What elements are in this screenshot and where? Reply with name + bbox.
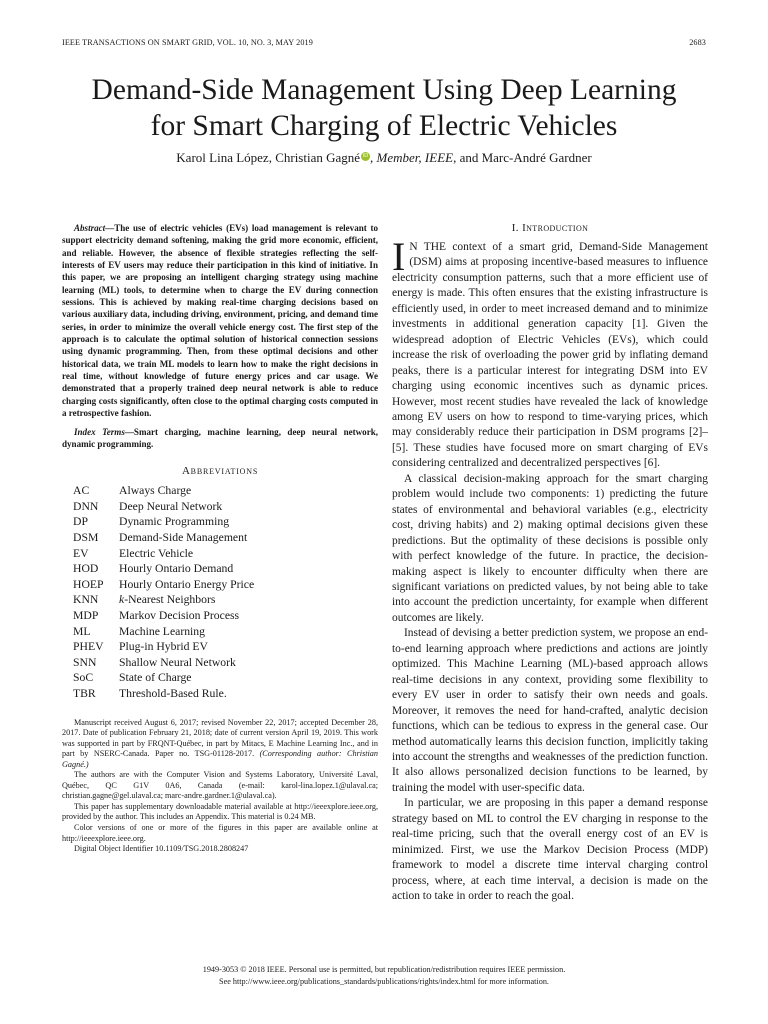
abbr-full: k-Nearest Neighbors	[119, 593, 216, 607]
author-sep: ,	[370, 150, 377, 165]
abbreviation-row	[73, 514, 378, 530]
abbreviation-row	[73, 608, 378, 624]
abbreviation-row	[73, 639, 378, 655]
abbr-full: State of Charge	[119, 671, 192, 685]
drop-cap: I	[392, 234, 406, 279]
abbreviation-row	[73, 686, 378, 702]
introduction-body	[392, 234, 708, 904]
abbr-full: Demand-Side Management	[119, 530, 248, 544]
intro-paragraph: A classical decision-making approach for the smart charging problem would include two components: 1) predicting the future states of environmental and behavioral variables (e.g., electricity cost, driving habits) and 2) making optimal decisions given these predictions. But the optimality of these decisions is possible only with perfect knowledge of the future. In practice, the decision-making aspect is likely to encounter difficulty when there are significant variations on predicted values, by not being able to take into account the prediction uncertainty, for example when different outcomes are likely.	[392, 472, 708, 624]
abbr-full: Hourly Ontario Energy Price	[119, 577, 255, 591]
index-terms-lead: Index Terms	[74, 426, 125, 437]
section-number: I.	[511, 222, 523, 234]
abbr: HOD	[73, 562, 99, 576]
abbr-full: Hourly Ontario Demand	[119, 562, 234, 576]
footnote-doi: Digital Object Identifier 10.1109/TSG.2018.2808247	[74, 844, 249, 854]
abbreviation-row	[73, 561, 378, 577]
section-title: Introduction	[522, 222, 589, 234]
footnote-color: Color versions of one or more of the figures in this paper are available online at http://ieeexplore.ieee.org.	[62, 822, 378, 843]
index-terms	[62, 426, 378, 451]
paper-title	[40, 72, 728, 144]
index-terms-text: —Smart charging, machine learning, deep neural network, dynamic programming.	[62, 426, 379, 449]
author-membership: Member, IEEE	[376, 150, 454, 165]
abbreviation-row	[73, 655, 378, 671]
abbr-full: Shallow Neural Network	[119, 655, 236, 669]
intro-paragraph: Instead of devising a better prediction system, we propose an end-to-end learning approach where predictions and actions are jointly optimized. This Machine Learning (ML)-based approach allows real-time decisions in any context, providing some flexibility to every EV user in order to satisfy their own needs and goals. Moreover, it removes the need for hand-crafted, analytic decision functions, which can be tedious to express in the general case. Our method automatically learns this decision function, implicitly taking into account the strengths and weaknesses of the prediction function. It also allows personalized decision functions to be learned, by training the model with user-specific data.	[392, 627, 708, 794]
copyright-notice	[40, 964, 728, 987]
footnote-manuscript	[62, 718, 378, 771]
abbr-full: Threshold-Based Rule.	[119, 686, 227, 700]
page-number: 2683	[689, 38, 706, 47]
abstract	[62, 222, 378, 420]
abbr-full: Plug-in Hybrid EV	[119, 640, 208, 654]
abbr: TBR	[73, 686, 96, 700]
abbreviation-row	[73, 577, 378, 593]
abbr: MDP	[73, 608, 99, 622]
footnote-supplementary: This paper has supplementary downloadable material available at http://ieeexplore.ieee.org, provided by the author. This includes an Appendix. This material is 0.24 MB.	[62, 801, 378, 822]
corresponding-author: (Corresponding author: Christian Gagné.)	[62, 749, 378, 769]
abbreviation-row	[73, 499, 378, 515]
abbr: DNN	[73, 499, 99, 513]
abbr: DSM	[73, 530, 99, 544]
abbr: SNN	[73, 655, 97, 669]
abbr-full: Markov Decision Process	[119, 608, 240, 622]
intro-paragraph	[392, 234, 708, 472]
abbreviations-heading: Abbreviations	[181, 465, 259, 478]
abbreviation-row	[73, 592, 378, 608]
abbreviation-row	[73, 530, 378, 546]
left-column	[62, 222, 378, 855]
abbr-full: Machine Learning	[119, 624, 205, 638]
abbr: DP	[73, 515, 88, 529]
footnote-manuscript-text: Manuscript received August 6, 2017; revised November 22, 2017; accepted December 28, 2017. Date of publication February 21, 2018; date of current version April 19, 2019. This work was supported in part by FRQNT-Québec, in part by Mitacs, E Machine Learning Inc., and in part by NSERC-Canada. Paper no. TSG-01128-2017.	[62, 717, 378, 759]
copyright-line-1: 1949-3053 © 2018 IEEE. Personal use is permitted, but republication/redistribution requires IEEE permission.	[202, 965, 566, 974]
abbr-full: Deep Neural Network	[119, 499, 223, 513]
title-line-2: for Smart Charging of Electric Vehicles	[150, 110, 618, 142]
abbr: ML	[73, 624, 91, 638]
author-names-2: , and Marc-André Gardner	[453, 150, 592, 165]
journal-name: IEEE TRANSACTIONS ON SMART GRID, VOL. 10, NO. 3, MAY 2019	[62, 38, 313, 47]
intro-paragraph: In particular, we are proposing in this paper a demand response strategy based on ML to control the EV charging in response to the real-time pricing, such that the overall energy cost of an EV is minimized. First, we use the Markov Decision Process (MDP) framework to model a discrete time interval charging control process, where, at each time interval, a decision is made on the action to take in order to reach the goal.	[392, 797, 708, 903]
orcid-icon[interactable]: iD	[362, 152, 369, 159]
footnote-affiliation: The authors are with the Computer Vision and Systems Laboratory, Université Laval, Québec, QC G1V 0A6, Canada (e-mail: karol-lina.lopez.1@ulaval.ca; christian.gagne@gel.ulaval.ca; marc-andre.gardner.1@ulaval.ca).	[62, 770, 378, 801]
abbr: AC	[73, 484, 90, 498]
abbreviation-row	[73, 624, 378, 640]
abbr: EV	[73, 546, 89, 560]
footnote	[62, 718, 378, 855]
running-head	[62, 38, 706, 50]
right-column	[392, 222, 708, 904]
abstract-lead: Abstract	[74, 223, 106, 233]
abstract-text: —The use of electric vehicles (EVs) load management is relevant to support electricity demand softening, making the grid more economic, efficient, and reliable. However, the absence of flexible strategies reflecting the self-interests of EV users may reduce their participation in this kind of initiative. In this paper, we are proposing an intelligent charging strategy using machine learning (ML) tools, to determine when to charge the EV during connection sessions. This is achieved by making real-time charging decisions based on various auxiliary data, including driving, environment, pricing, and demand time series, in order to minimize the overall vehicle energy cost. The first step of the approach is to calculate the optimal solution of historical connection sessions using dynamic programming. Then, from these optimal decisions and other historical data, we train ML models to learn how to make the right decisions in real time, without knowledge of future energy prices and car usage. We demonstrated that a properly trained deep neural network is able to reduce charging costs significantly, often close to the optimal charging costs computed in a retrospective fashion.	[62, 223, 378, 419]
abbr-full: Always Charge	[119, 484, 192, 498]
author-list	[40, 150, 728, 166]
abbreviation-row	[73, 483, 378, 499]
abbr-full: Electric Vehicle	[119, 546, 194, 560]
abbr-full: Dynamic Programming	[119, 515, 230, 529]
abbr: PHEV	[73, 640, 104, 654]
abbreviations-list	[73, 483, 378, 701]
italic-k: k	[119, 593, 125, 607]
abbr: HOEP	[73, 577, 104, 591]
abbr: SoC	[73, 671, 94, 685]
copyright-line-2: See http://www.ieee.org/publications_standards/publications/rights/index.html for more information.	[219, 976, 549, 986]
abbreviation-row	[73, 670, 378, 686]
author-names-1: Karol Lina López, Christian Gagné	[176, 150, 361, 165]
title-line-1: Demand-Side Management Using Deep Learning	[91, 74, 677, 106]
abbreviation-row	[73, 546, 378, 562]
section-heading	[392, 222, 708, 236]
intro-paragraph-text: N THE context of a smart grid, Demand-Side Management (DSM) aims at proposing incentive-based measures to influence electricity consumption patterns, such that a more efficient use of energy is made. This often ensures that the existing infrastructure is efficiently used, in order to meet increased demand and to minimize investments in additional generation capacity [1]. Given the widespread adoption of Electric Vehicles (EVs), which could increase the risk of overloading the power grid by inflating demand peaks, there is a particular interest for integrating DSM into EV charging using economic incentives such as dynamic prices. However, most recent studies have revealed the lack of knowledge among EV users on how to respond to time-varying prices, which may considerably reduce their participation in DSM programs [2]–[5]. These studies have focused more on smart charging of EVs considering centralized and decentralized perspectives [6].	[392, 241, 708, 470]
abbr: KNN	[73, 593, 99, 607]
